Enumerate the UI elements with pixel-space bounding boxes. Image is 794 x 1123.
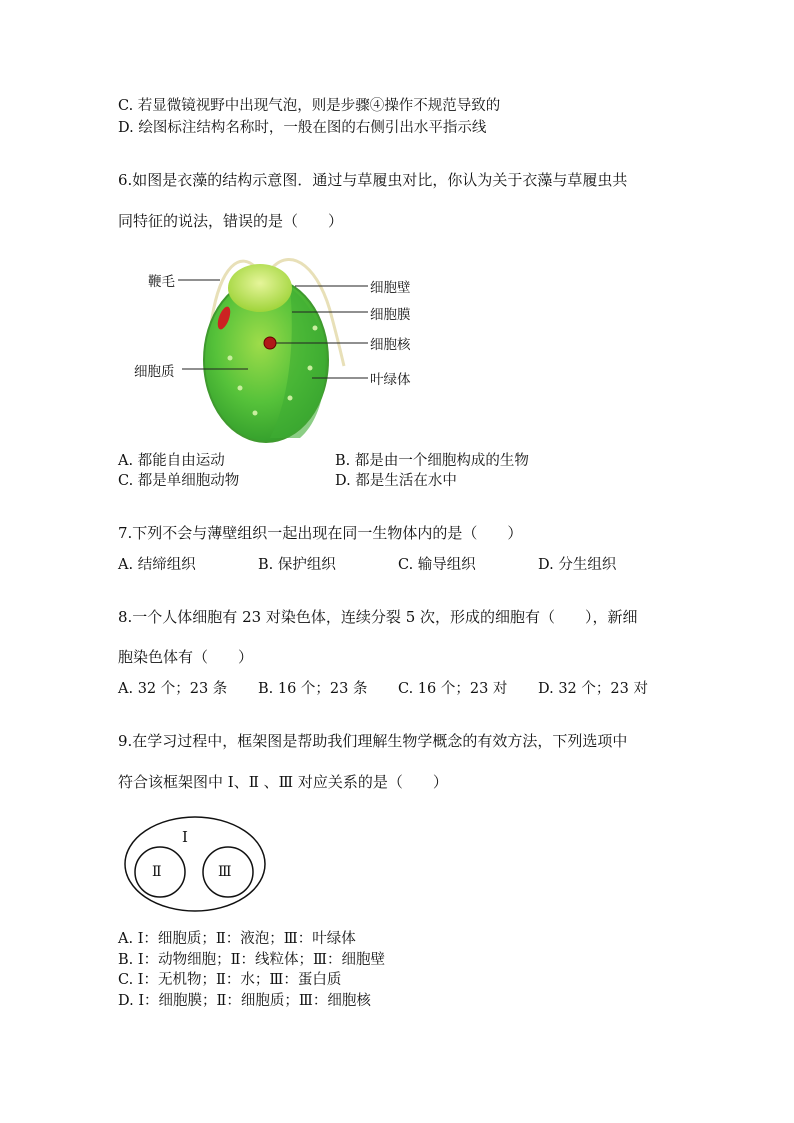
q8-stem-line1: 8.一个人体细胞有 23 对染色体，连续分裂 5 次，形成的细胞有（ ），新细 bbox=[118, 608, 638, 626]
label-flagellum: 鞭毛 bbox=[148, 274, 175, 290]
q7-option-b: B. 保护组织 bbox=[258, 557, 336, 573]
framework-diagram bbox=[122, 814, 272, 914]
label-chloroplast: 叶绿体 bbox=[370, 372, 411, 388]
diagram-label-left: Ⅱ bbox=[152, 864, 162, 880]
q8-option-a: A. 32 个；23 条 bbox=[118, 681, 228, 697]
diagram-label-outer: Ⅰ bbox=[182, 828, 188, 846]
q7-option-c: C. 输导组织 bbox=[398, 557, 476, 573]
label-cytoplasm: 细胞质 bbox=[134, 364, 175, 380]
q8-option-c: C. 16 个；23 对 bbox=[398, 681, 508, 697]
q9-option-d: D. Ⅰ：细胞膜；Ⅱ：细胞质；Ⅲ：细胞核 bbox=[118, 993, 371, 1009]
q7-option-a: A. 结缔组织 bbox=[118, 557, 196, 573]
q9-option-c: C. Ⅰ：无机物；Ⅱ：水；Ⅲ：蛋白质 bbox=[118, 972, 342, 988]
q6-stem-line2: 同特征的说法，错误的是（ ） bbox=[118, 212, 344, 230]
outer-ellipse bbox=[125, 817, 265, 911]
q9-stem-line1: 9.在学习过程中，框架图是帮助我们理解生物学概念的有效方法，下列选项中 bbox=[118, 732, 628, 750]
q7-option-d: D. 分生组织 bbox=[538, 557, 617, 573]
q7-stem: 7.下列不会与薄壁组织一起出现在同一生物体内的是（ ） bbox=[118, 524, 523, 542]
q6-stem-line1: 6.如图是衣藻的结构示意图．通过与草履虫对比，你认为关于衣藻与草履虫共 bbox=[118, 171, 628, 189]
q5-option-d: D. 绘图标注结构名称时，一般在图的右侧引出水平指示线 bbox=[118, 120, 487, 136]
framework-ellipses bbox=[122, 814, 272, 914]
q9-option-a: A. Ⅰ：细胞质；Ⅱ：液泡；Ⅲ：叶绿体 bbox=[118, 931, 356, 947]
q5-option-c: C. 若显微镜视野中出现气泡，则是步骤④操作不规范导致的 bbox=[118, 98, 501, 114]
q8-stem-line2: 胞染色体有（ ） bbox=[118, 648, 254, 666]
q6-option-d: D. 都是生活在水中 bbox=[335, 473, 457, 489]
label-cell-wall: 细胞壁 bbox=[370, 280, 411, 296]
label-cell-membrane: 细胞膜 bbox=[370, 307, 411, 323]
q8-option-d: D. 32 个；23 对 bbox=[538, 681, 648, 697]
q9-stem-line2: 符合该框架图中 Ⅰ、Ⅱ 、Ⅲ 对应关系的是（ ） bbox=[118, 773, 448, 791]
label-nucleus: 细胞核 bbox=[370, 337, 411, 353]
chlamydomonas-figure bbox=[120, 248, 440, 448]
q9-option-b: B. Ⅰ：动物细胞；Ⅱ：线粒体；Ⅲ：细胞壁 bbox=[118, 952, 385, 968]
q8-option-b: B. 16 个；23 条 bbox=[258, 681, 368, 697]
q6-option-c: C. 都是单细胞动物 bbox=[118, 473, 240, 489]
diagram-label-right: Ⅲ bbox=[218, 864, 232, 880]
q6-option-b: B. 都是由一个细胞构成的生物 bbox=[335, 453, 529, 469]
q6-option-a: A. 都能自由运动 bbox=[118, 453, 225, 469]
